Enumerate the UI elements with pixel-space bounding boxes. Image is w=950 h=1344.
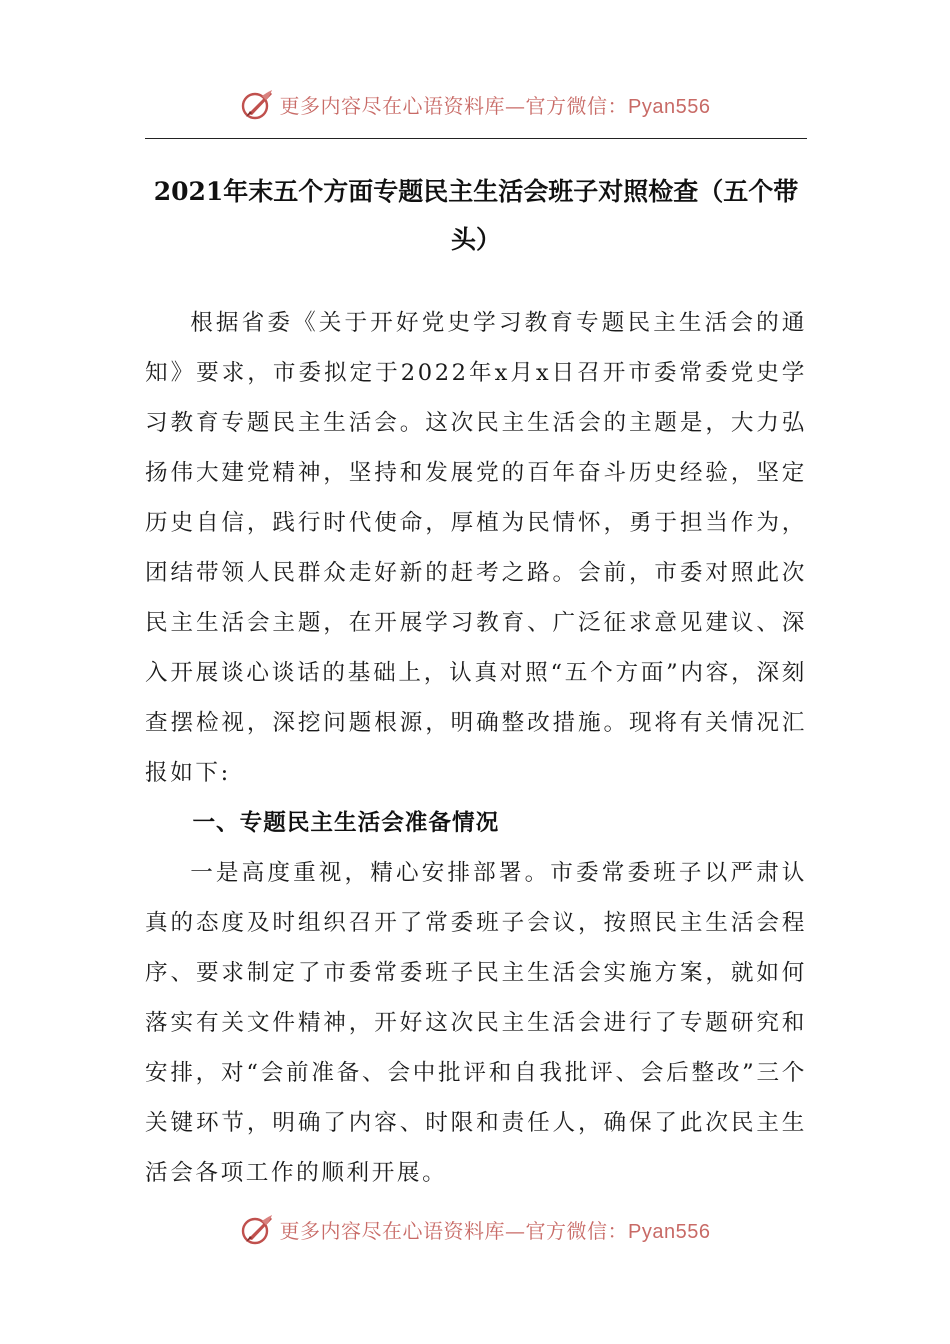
wechat-id: Pyan556 (628, 95, 711, 118)
section-paragraph: 一是高度重视，精心安排部署。市委常委班子以严肃认真的态度及时组织召开了常委班子会议，按照民主生活会程序、要求制定了市委常委班子民主生活会实施方案，就如何落实有关文件精神，开好这次民主生活会进行了专题研究和安排，对“会前准备、会中批评和自我批评、会后整改”三个关键环节，明确了内容、时限和责任人，确保了此次民主生活会各项工作的顺利开展。 (145, 860, 807, 1186)
section-heading: 一、专题民主生活会准备情况 (192, 810, 500, 836)
footer-watermark (0, 1209, 950, 1249)
header-divider (145, 138, 807, 139)
quill-logo-icon (240, 87, 274, 121)
watermark-text: 更多内容尽在心语资料库—官方微信：Pyan556 (279, 1218, 711, 1243)
wechat-id: Pyan556 (628, 1220, 711, 1243)
quill-logo-icon (240, 1212, 274, 1246)
intro-paragraph: 根据省委《关于开好党史学习教育专题民主生活会的通知》要求，市委拟定于2022年x月x日召开市委常委党史学习教育专题民主生活会。这次民主生活会的主题是，大力弘扬伟大建党精神，坚持和发展党的百年奋斗历史经验，坚定历史自信，践行时代使命，厚植为民情怀，勇于担当作为，团结带领人民群众走好新的赶考之路。会前，市委对照此次民主生活会主题，在开展学习教育、广泛征求意见建议、深入开展谈心谈话的基础上，认真对照“五个方面”内容，深刻查摆检视，深挖问题根源，明确整改措施。现将有关情况汇报如下: (145, 310, 807, 786)
header-watermark (0, 84, 950, 124)
document-body (145, 298, 807, 1198)
document-title: 2021年末五个方面专题民主生活会班子对照检查（五个带头） (153, 177, 799, 254)
watermark-text: 更多内容尽在心语资料库—官方微信：Pyan556 (279, 93, 711, 118)
